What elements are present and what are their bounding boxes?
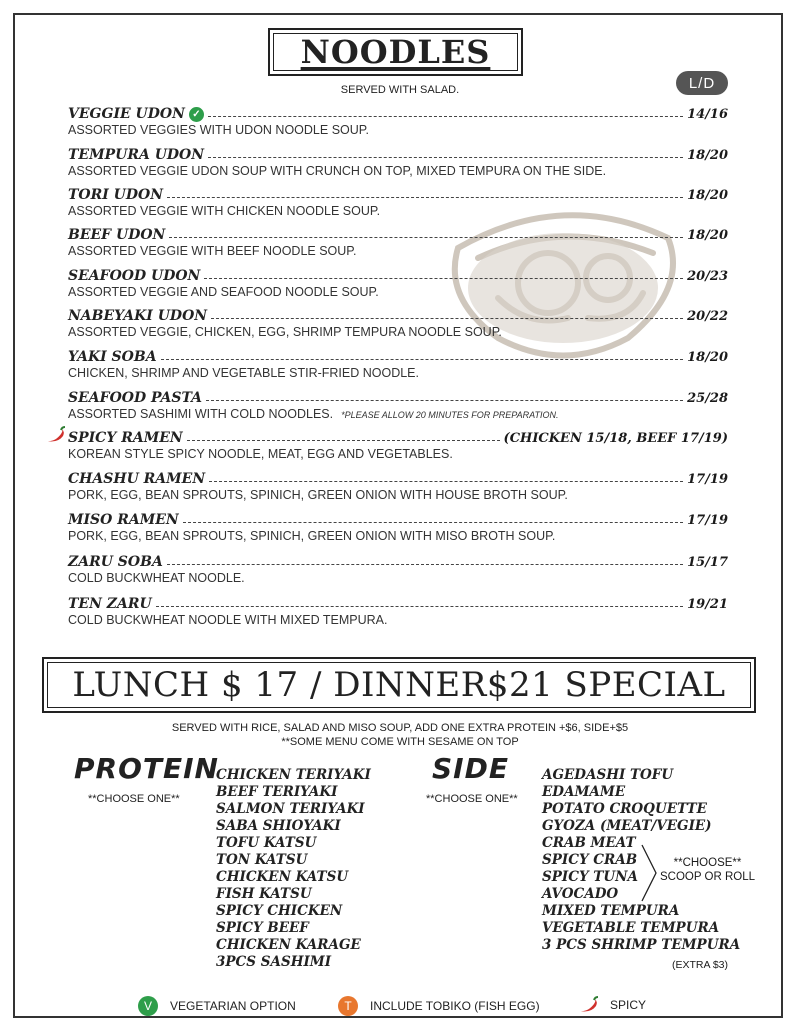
item-description: ASSORTED VEGGIES WITH UDON NOODLE SOUP. xyxy=(68,123,369,137)
item-price: 15/17 xyxy=(687,555,728,570)
item-name: MISO RAMEN xyxy=(68,512,179,528)
item-name: ZARU SOBA xyxy=(68,554,163,570)
side-choose-note: **CHOOSE ONE** xyxy=(426,793,518,805)
protein-item: SPICY CHICKEN xyxy=(216,903,343,919)
side-item: SPICY CRAB xyxy=(542,852,638,868)
side-item: AGEDASHI TOFU xyxy=(542,767,674,783)
side-item: VEGETABLE TEMPURA xyxy=(542,920,720,936)
menu-item-veggie-udon xyxy=(68,104,728,137)
item-description: CHICKEN, SHRIMP AND VEGETABLE STIR-FRIED NOODLE. xyxy=(68,366,419,380)
brace-icon xyxy=(640,843,660,903)
special-served-note: SERVED WITH RICE, SALAD AND MISO SOUP, ADD ONE EXTRA PROTEIN +$6, SIDE+$5 xyxy=(171,722,629,734)
item-name: YAKI SOBA xyxy=(68,349,157,365)
item-description: ASSORTED SASHIMI WITH COLD NOODLES. xyxy=(68,407,334,421)
scoop-or-roll-note xyxy=(660,856,755,884)
menu-item-tori-udon xyxy=(68,185,728,218)
item-note: *PLEASE ALLOW 20 MINUTES FOR PREPARATION. xyxy=(341,410,559,420)
item-description: PORK, EGG, BEAN SPROUTS, SPINICH, GREEN ONION WITH HOUSE BROTH SOUP. xyxy=(68,488,568,502)
side-item: 3 PCS SHRIMP TEMPURA xyxy=(542,937,741,953)
protein-item: TOFU KATSU xyxy=(216,835,317,851)
noodles-served-note: SERVED WITH SALAD. xyxy=(340,84,460,96)
item-description: ASSORTED VEGGIE WITH CHICKEN NOODLE SOUP. xyxy=(68,204,381,218)
menu-item-chashu-ramen xyxy=(68,469,728,502)
item-description: COLD BUCKWHEAT NOODLE WITH MIXED TEMPURA. xyxy=(68,613,388,627)
item-price: (CHICKEN 15/18, BEEF 17/19) xyxy=(503,431,728,446)
side-item: MIXED TEMPURA xyxy=(542,903,680,919)
side-heading: SIDE xyxy=(432,752,509,785)
scoop-line-2: SCOOP OR ROLL xyxy=(660,871,756,883)
side-item: CRAB MEAT xyxy=(542,835,636,851)
item-price: 18/20 xyxy=(687,228,728,243)
item-price: 20/23 xyxy=(687,269,728,284)
spicy-icon xyxy=(45,426,67,444)
noodles-title-box xyxy=(268,28,523,76)
legend-spicy xyxy=(578,996,646,1014)
item-description: ASSORTED VEGGIE UDON SOUP WITH CRUNCH ON TOP, MIXED TEMPURA ON THE SIDE. xyxy=(68,164,607,178)
protein-choose-note: **CHOOSE ONE** xyxy=(88,793,180,805)
side-item: SPICY TUNA xyxy=(542,869,638,885)
protein-item: CHICKEN KATSU xyxy=(216,869,349,885)
protein-item: 3PCS SASHIMI xyxy=(216,954,332,970)
protein-item: CHICKEN TERIYAKI xyxy=(216,767,371,783)
protein-item: TON KATSU xyxy=(216,852,308,868)
protein-item: CHICKEN KARAGE xyxy=(216,937,361,953)
extra-charge-note: (EXTRA $3) xyxy=(672,959,729,971)
protein-heading: PROTEIN xyxy=(74,752,219,785)
item-description: PORK, EGG, BEAN SPROUTS, SPINICH, GREEN ONION WITH MISO BROTH SOUP. xyxy=(68,529,556,543)
menu-item-ten-zaru xyxy=(68,594,728,627)
item-name: SEAFOOD UDON xyxy=(68,268,201,284)
protein-item: BEEF TERIYAKI xyxy=(216,784,338,800)
tobiko-icon: T xyxy=(338,996,358,1016)
side-item: EDAMAME xyxy=(542,784,626,800)
item-name: VEGGIE UDON xyxy=(68,106,185,122)
item-description: ASSORTED VEGGIE WITH BEEF NOODLE SOUP. xyxy=(68,244,357,258)
item-price: 19/21 xyxy=(687,597,728,612)
noodles-title: NOODLES xyxy=(300,33,491,71)
protein-item: FISH KATSU xyxy=(216,886,312,902)
legend-label: VEGETARIAN OPTION xyxy=(170,999,296,1013)
item-name: SEAFOOD PASTA xyxy=(68,390,202,406)
item-description: ASSORTED VEGGIE AND SEAFOOD NOODLE SOUP. xyxy=(68,285,379,299)
menu-item-beef-udon xyxy=(68,225,728,258)
item-price: 17/19 xyxy=(687,472,728,487)
lunch-dinner-badge: L/D xyxy=(676,71,728,95)
item-price: 18/20 xyxy=(687,148,728,163)
menu-item-spicy-ramen xyxy=(68,428,728,461)
item-price: 18/20 xyxy=(687,188,728,203)
menu-item-tempura-udon xyxy=(68,145,728,178)
item-price: 20/22 xyxy=(687,309,728,324)
legend-tobiko xyxy=(338,996,540,1016)
menu-item-yaki-soba xyxy=(68,347,728,380)
legend-label: INCLUDE TOBIKO (FISH EGG) xyxy=(370,999,540,1013)
item-description: COLD BUCKWHEAT NOODLE. xyxy=(68,571,245,585)
special-title-box xyxy=(42,657,756,713)
item-name: BEEF UDON xyxy=(68,227,166,243)
special-sesame-note: **SOME MENU COME WITH SESAME ON TOP xyxy=(281,736,519,748)
menu-item-nabeyaki-udon xyxy=(68,306,728,339)
menu-item-seafood-pasta xyxy=(68,388,728,421)
protein-item: SALMON TERIYAKI xyxy=(216,801,365,817)
item-price: 17/19 xyxy=(687,513,728,528)
item-name: TEMPURA UDON xyxy=(68,147,205,163)
item-name: CHASHU RAMEN xyxy=(68,471,206,487)
legend-vegetarian xyxy=(138,996,296,1016)
item-description: KOREAN STYLE SPICY NOODLE, MEAT, EGG AND VEGETABLES. xyxy=(68,447,453,461)
menu-item-zaru-soba xyxy=(68,552,728,585)
legend-label: SPICY xyxy=(610,998,647,1012)
item-name: TORI UDON xyxy=(68,187,164,203)
item-price: 18/20 xyxy=(687,350,728,365)
protein-item: SPICY BEEF xyxy=(216,920,309,936)
item-name: NABEYAKI UDON xyxy=(68,308,208,324)
item-description: ASSORTED VEGGIE, CHICKEN, EGG, SHRIMP TEMPURA NOODLE SOUP. xyxy=(68,325,502,339)
item-name: SPICY RAMEN xyxy=(68,430,183,446)
menu-item-seafood-udon xyxy=(68,266,728,299)
protein-list xyxy=(216,767,371,971)
side-item: GYOZA (MEAT/VEGIE) xyxy=(542,818,712,834)
protein-item: SABA SHIOYAKI xyxy=(216,818,341,834)
vegetarian-icon: V xyxy=(138,996,158,1016)
special-title: LUNCH $ 17 / DINNER$21 SPECIAL xyxy=(72,665,726,705)
item-price: 25/28 xyxy=(687,391,728,406)
side-item: POTATO CROQUETTE xyxy=(542,801,707,817)
menu-item-miso-ramen xyxy=(68,510,728,543)
spicy-icon xyxy=(578,996,600,1014)
item-price: 14/16 xyxy=(687,107,728,122)
scoop-line-1: **CHOOSE** xyxy=(673,857,742,869)
side-item: AVOCADO xyxy=(542,886,619,902)
item-name: TEN ZARU xyxy=(68,596,152,612)
vegetarian-icon: ✓ xyxy=(189,107,204,122)
